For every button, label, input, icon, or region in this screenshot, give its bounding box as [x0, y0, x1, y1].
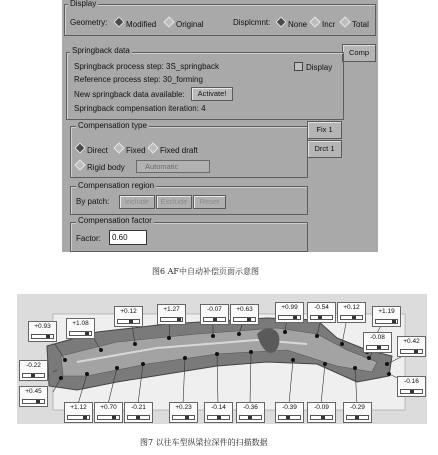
deviation-label: -0.39: [275, 402, 304, 423]
display-checkbox[interactable]: [294, 62, 332, 72]
radio-label: None: [288, 20, 308, 29]
radio-label: Direct: [87, 146, 108, 155]
deviation-label: -0.54: [307, 302, 336, 323]
radio-label: Rigid body: [87, 163, 125, 172]
deviation-label: +0.63: [230, 304, 259, 325]
deviation-label: -0.09: [307, 402, 336, 423]
deviation-label: +0.42: [397, 336, 426, 357]
radio-label: Original: [176, 20, 204, 29]
compensation-region-title: Compensation region: [78, 181, 155, 190]
deviation-label: -0.16: [397, 376, 426, 397]
display-checkbox-label: Display: [306, 63, 333, 72]
deviation-label: +0.12: [337, 302, 366, 323]
deviation-label: +1.12: [64, 402, 93, 423]
radio-icon: [163, 16, 174, 27]
tab-comp[interactable]: Comp: [342, 44, 376, 62]
geometry-radio-original[interactable]: [165, 18, 204, 29]
deviation-label: +0.70: [94, 402, 123, 423]
springback-process-step: Springback process step: 3S_springback: [74, 62, 219, 71]
displcmnt-radio-incr[interactable]: [311, 18, 335, 29]
deviation-label: +1.19: [372, 306, 401, 327]
tab-drct-1[interactable]: Drct 1: [307, 140, 342, 158]
deviation-label: +1.08: [66, 318, 95, 339]
include-button[interactable]: Include: [119, 195, 155, 209]
activate-button[interactable]: Activate!: [191, 87, 233, 101]
radio-icon: [309, 16, 320, 27]
checkbox-icon: [294, 62, 303, 71]
rigid-body-select[interactable]: Automatic: [136, 160, 210, 173]
deviation-label: +0.93: [28, 321, 57, 342]
geometry-radio-modified[interactable]: [115, 18, 156, 29]
comp-type-radio-fixed-draft[interactable]: [149, 144, 198, 155]
deviation-label: +1.27: [157, 304, 186, 325]
deviation-label: -0.21: [124, 402, 153, 423]
radio-icon: [147, 142, 158, 153]
reset-button[interactable]: Reset: [193, 195, 226, 209]
deviation-label: -0.36: [236, 402, 265, 423]
compensation-factor-group: [70, 222, 308, 252]
radio-icon: [339, 16, 350, 27]
factor-label: Factor:: [76, 234, 101, 243]
reference-process-step: Reference process step: 30_forming: [74, 75, 203, 84]
deviation-label: -0.14: [204, 402, 233, 423]
deviation-label: +0.45: [19, 386, 48, 407]
scan-data-figure: [17, 294, 427, 424]
radio-icon: [113, 16, 124, 27]
radio-label: Fixed draft: [160, 146, 198, 155]
deviation-label: -0.07: [200, 304, 229, 325]
displcmnt-radio-total[interactable]: [341, 18, 369, 29]
radio-label: Incr: [322, 20, 336, 29]
comp-type-radio-fixed[interactable]: [115, 144, 146, 155]
deviation-label: +0.12: [114, 306, 143, 327]
compensation-type-title: Compensation type: [78, 121, 147, 130]
display-group-title: Display: [70, 0, 97, 8]
deviation-label: -0.08: [363, 332, 392, 353]
compensation-factor-title: Compensation factor: [78, 216, 152, 225]
new-springback-data-label: New springback data available:: [74, 90, 185, 99]
radio-icon: [74, 159, 85, 170]
radio-label: Total: [352, 20, 369, 29]
displcmnt-radio-none[interactable]: [277, 18, 307, 29]
displcmnt-label: Displcmnt:: [233, 18, 271, 27]
exclude-button[interactable]: Exclude: [156, 195, 192, 209]
by-patch-label: By patch:: [76, 197, 110, 206]
radio-label: Modified: [126, 20, 157, 29]
factor-input[interactable]: 0.60: [109, 230, 147, 245]
radio-icon: [74, 142, 85, 153]
comp-type-radio-direct[interactable]: [76, 144, 108, 155]
deviation-label: -0.22: [19, 360, 48, 381]
geometry-label: Geometry:: [70, 18, 108, 27]
figure-6-caption: 图6 AF中自动补偿页面示意图: [152, 267, 259, 276]
radio-label: Fixed: [126, 146, 146, 155]
figure-7-caption: 图7 以往车型纵梁拉深件的扫描数据: [140, 438, 268, 447]
rigid-body-radio[interactable]: [76, 161, 125, 172]
deviation-label: +0.99: [275, 302, 304, 323]
springback-data-title: Springback data: [72, 46, 130, 55]
radio-icon: [113, 142, 124, 153]
deviation-label: -0.29: [343, 402, 372, 423]
springback-compensation-dialog: [62, 0, 378, 252]
compensation-iteration: Springback compensation iteration: 4: [74, 104, 206, 113]
tab-fix-1[interactable]: Fix 1: [307, 121, 342, 139]
deviation-label: +0.23: [169, 402, 198, 423]
radio-icon: [275, 16, 286, 27]
